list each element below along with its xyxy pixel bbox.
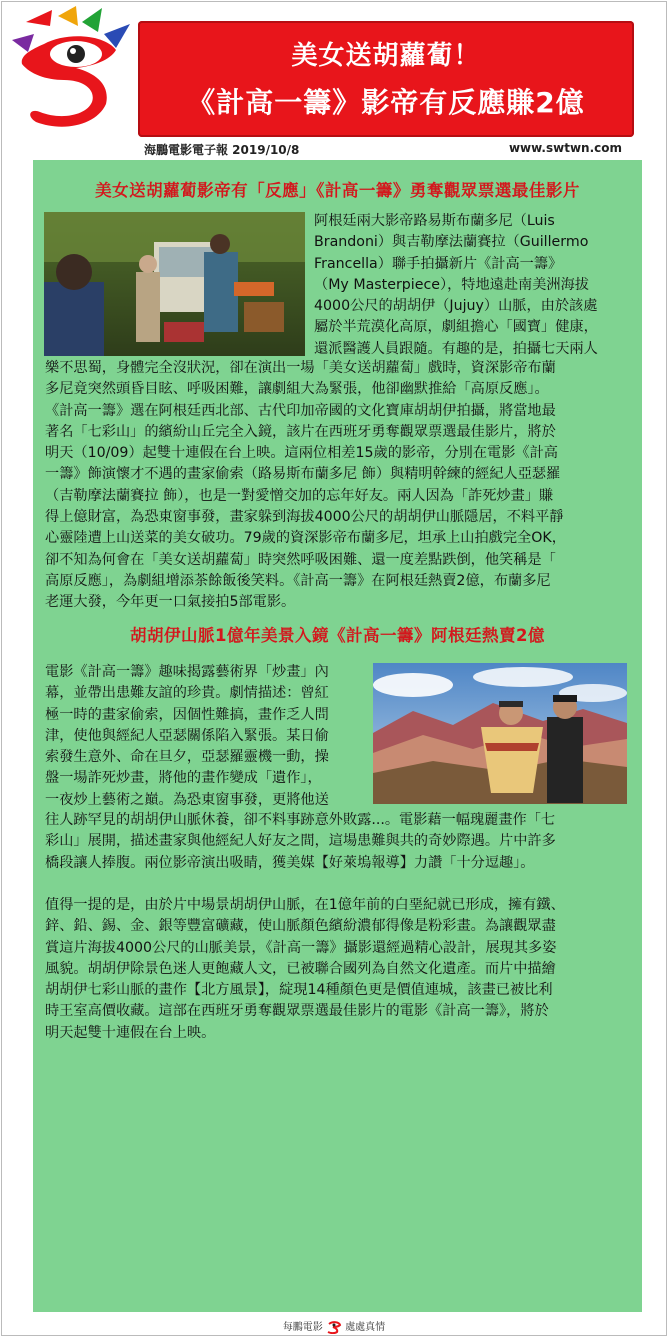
text-line: 樂不思蜀，身體完全沒狀況，卻在演出一場「美女送胡蘿蔔」戲時，資深影帝布蘭 [45,360,556,376]
text-line: 幕，並帶出患難友誼的珍貴。劇情描述：曾紅 [45,685,329,702]
banner-title-line1: 美女送胡蘿蔔！ [291,41,481,71]
text-line: 多尼竟突然頭昏目眩、呼吸困難，讓劇組大為緊張，他卻幽默推給「高原反應」。 [45,381,549,398]
spiral-eye-logo [6,4,138,134]
text-line: 《計高一籌》選在阿根廷西北部、古代印加帝國的文化寶庫胡胡伊拍攝，將當地最 [45,402,556,419]
article2-text-full-width [45,810,635,874]
text-line: 賞這片海拔4000公尺的山脈美景，《計高一籌》攝影還經過精心設計，展現其多姿 [45,939,557,956]
text-line: 值得一提的是，由於片中場景胡胡伊山脈，在1億年前的白堊紀就已形成，擁有鐵、 [45,897,565,913]
film-still-two-men-mountains [373,663,627,804]
text-line: 風貌。胡胡伊除景色迷人更飽藏人文，已被聯合國列為自然文化遺產。而片中描繪 [45,960,556,977]
spiral-eye-logo-small-icon [326,1320,342,1334]
dateline: 海鵬電影電子報 2019/10/8 [144,143,300,157]
text-line: 老運大發，今年更一口氣接拍5部電影。 [45,594,296,611]
text-line: 心靈陸遭上山送菜的美女破功。79歲的資深影帝布蘭多尼，坦承上山拍戲完全OK， [45,530,566,547]
text-line: Brandoni）與吉勒摩法蘭賽拉（Guillermo [314,234,589,251]
text-line: 索發生意外、命在旦夕，亞瑟羅靈機一動，操 [45,749,329,766]
text-line: 一籌》飾演懷才不遇的畫家偷索（路易斯布蘭多尼 飾）與精明幹練的經紀人亞瑟羅 [45,466,561,483]
text-line: 著名「七彩山」的繽紛山丘完全入鏡，該片在西班牙勇奪觀眾票選最佳影片，將於 [45,423,556,440]
text-line: 還派醫護人員跟隨。有趣的是，拍攝七天兩人 [314,340,598,357]
text-line: 4000公尺的胡胡伊（Jujuy）山脈，由於該處 [314,298,598,315]
article1-headline: 美女送胡蘿蔔影帝有「反應」《計高一籌》勇奪觀眾票選最佳影片 [95,181,580,200]
text-line: （My Masterpiece），特地遠赴南美洲海拔 [314,276,589,293]
text-line: 電影《計高一籌》趣味揭露藝術界「炒畫」內 [45,664,329,680]
footer-right-text: 處處真情 [345,1322,386,1333]
text-line: 高原反應」，為劇組增添茶餘飯後笑料。《計高一籌》在阿根廷熱賣2億，布蘭多尼 [45,572,551,589]
site-url[interactable]: www.swtwn.com [508,141,622,155]
text-line: 彩山」展開，描述畫家與他經紀人好友之間，這場患難與共的奇妙際遇。片中許多 [45,833,556,850]
text-line: 鋅、鉛、錫、金、銀等豐富礦藏，使山脈顏色繽紛濃郁得像是粉彩畫。為讓觀眾盡 [45,918,556,935]
text-line: 一夜炒上藝術之巔。為恐東窗事發，更將他送 [45,791,329,808]
banner-title-line2: 《計高一籌》影帝有反應賺2億 [187,86,585,119]
text-line: 屬於半荒漠化高原，劇組擔心「國寶」健康， [314,319,598,336]
text-line: 津，使他與經紀人亞瑟關係陷入緊張。某日偷 [45,727,329,744]
text-line: 卻不知為何會在「美女送胡蘿蔔」時突然呼吸困難、還一度差點跌倒，他笑稱是「 [45,551,556,568]
text-line: 極一時的畫家偷索，因個性難搞，畫作乏人問 [45,706,329,723]
footer [2,1318,666,1334]
text-line: 盤一場詐死炒畫，將他的畫作變成「遺作」， [45,770,322,787]
article1-text-beside-photo [314,211,636,360]
text-line: 明天起雙十連假在台上映。 [45,1024,216,1041]
text-line: 得上億財富，為恐東窗事發，畫家躲到海拔4000公尺的胡胡伊山脈隱居，不料平靜 [45,509,564,526]
footer-left-text: 每鵬電影 [282,1322,323,1333]
article1-text-full-width [45,358,635,614]
article2-text-beside-photo [45,662,365,811]
text-line: 往人跡罕見的胡胡伊山脈休養，卻不料事跡意外敗露...。電影藉一幅瑰麗畫作「七 [45,812,556,828]
article2-headline: 胡胡伊山脈1億年美景入鏡《計高一籌》阿根廷熱賣2億 [130,626,545,645]
text-line: 阿根廷兩大影帝路易斯布蘭多尼（Luis [314,213,555,229]
article-panel [33,160,642,1312]
text-line: 橋段讓人捧腹。兩位影帝演出吸睛，獲美媒【好萊塢報導】力讚「十分逗趣」。 [45,854,535,871]
text-line: 胡胡伊七彩山脈的畫作【北方風景】，綻現14種顏色更是價值連城，該畫已被比利 [45,982,553,999]
film-still-woman-carrying-carrots [44,212,305,356]
text-line: 明天（10/09）起雙十連假在台上映。這兩位相差15歲的影帝，分別在電影《計高 [45,445,558,462]
text-line: （吉勒摩法蘭賽拉 飾），也是一對愛憎交加的忘年好友。兩人因為「詐死炒畫」賺 [45,487,554,504]
text-line: 時王室高價收藏。這部在西班牙勇奪觀眾票選最佳影片的電影《計高一籌》，將於 [45,1003,549,1020]
page-frame [1,1,667,1336]
title-banner [138,21,634,137]
article2-paragraph-3 [45,895,635,1044]
text-line: Francella）聯手拍攝新片《計高一籌》 [314,255,563,272]
